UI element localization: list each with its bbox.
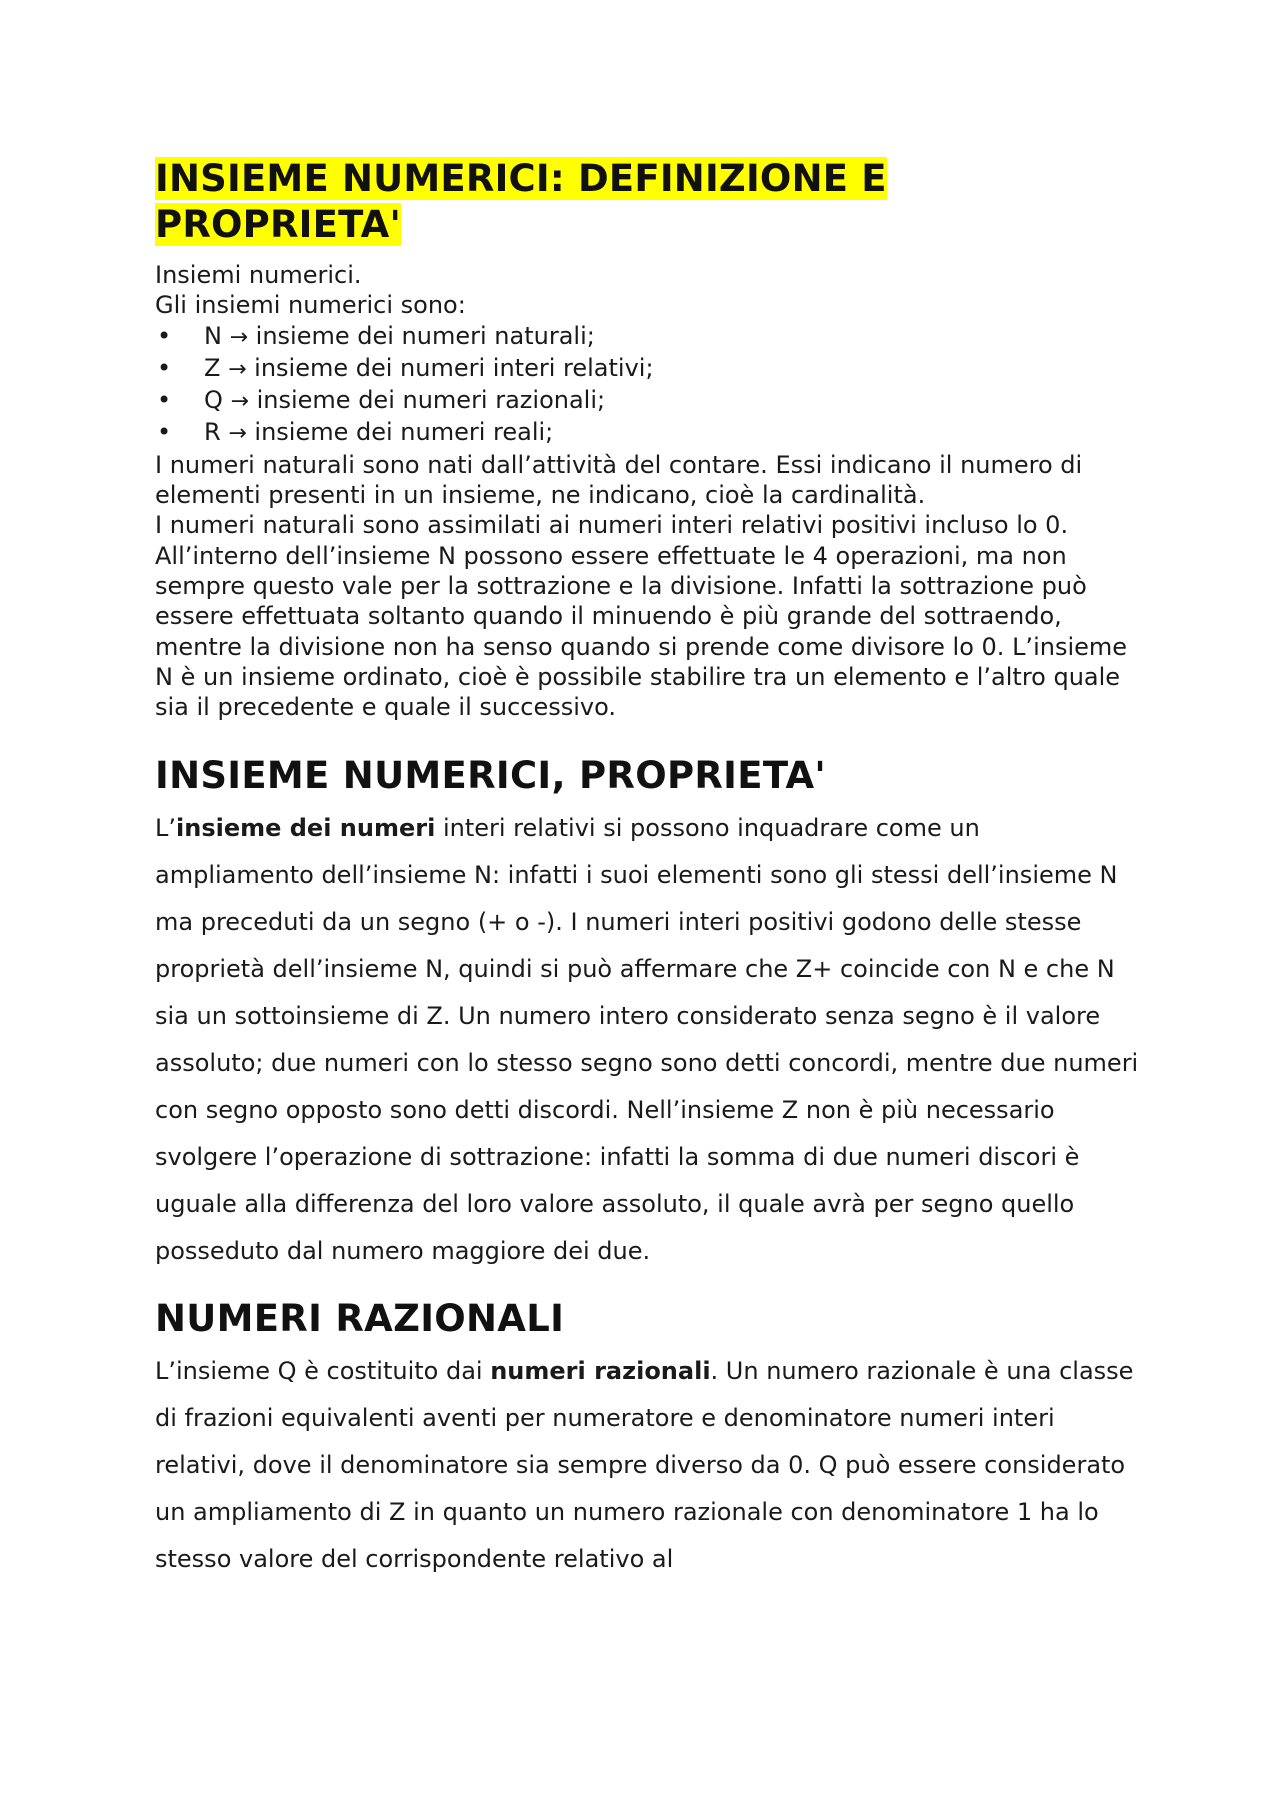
set-symbol: R [204,418,221,447]
bullet: • [157,386,172,415]
paragraph-text: . Un numero razionale è una classe di frazioni equivalenti aventi per numeratore e denominatore numeri interi relativi, dove il denominatore sia sempre diverso da 0. Q può essere considerato un ampliamento di Z in quanto un numero razionale con denominatore 1 ha lo stesso valore del corrispondente relativo al [155,1357,1134,1574]
arrow-right-icon: → [229,324,249,350]
section-paragraph-properties [155,805,1145,1275]
set-description: insieme dei numeri interi relativi; [254,353,654,382]
bullet: • [157,353,172,382]
set-symbol: Z [204,353,221,382]
section-paragraph-rational [155,1348,1145,1583]
bullet: • [157,418,172,447]
intro-paragraph-2: I numeri naturali sono assimilati ai numeri interi relativi positivi incluso lo 0. All’interno dell’insieme N possono essere effettuate le 4 operazioni, ma non sempre questo vale per la sottrazione e la divisione. Infatti la sottrazione può essere effettuata soltanto quando il minuendo è più grande del sottraendo, mentre la divisione non ha senso quando si prende come divisore lo 0. L’insieme N è un insieme ordinato, cioè è possibile stabilire tra un elemento e l’altro quale sia il precedente e quale il successivo. [155,511,1128,722]
intro-paragraph-1: I numeri naturali sono nati dall’attività del contare. Essi indicano il numero di elementi presenti in un insieme, ne indicano, cioè la cardinalità. [155,450,1083,510]
bullet: • [157,321,172,350]
intro-heading: Insiemi numerici. [155,261,362,289]
document-title [155,156,1145,248]
list-item [155,417,1145,449]
set-description: insieme dei numeri reali; [254,418,554,447]
set-description: insieme dei numeri naturali; [255,321,595,350]
arrow-right-icon: → [230,389,249,415]
document-page [155,156,1145,1583]
arrow-right-icon: → [228,421,247,447]
arrow-right-icon: → [228,356,247,382]
list-item [155,385,1145,417]
title-highlight: INSIEME NUMERICI: DEFINIZIONE E PROPRIETA' [155,157,887,246]
list-item [155,353,1145,385]
section-heading-properties: INSIEME NUMERICI, PROPRIETA' [155,754,827,798]
list-item [155,321,1145,353]
number-sets-list [155,321,1145,450]
set-symbol: N [204,321,222,350]
set-symbol: Q [204,386,223,415]
paragraph-prefix: L’ [155,814,176,843]
bold-term: insieme dei numeri [176,814,436,843]
set-description: insieme dei numeri razionali; [256,386,606,415]
paragraph-text: interi relativi si possono inquadrare come un ampliamento dell’insieme N: infatti i suoi elementi sono gli stessi dell’insieme N ma preceduti da un segno (+ o -). I numeri interi positivi godono delle stesse proprietà dell’insieme N, quindi si può affermare che Z+ coincide con N e che N sia un sottoinsieme di Z. Un numero intero considerato senza segno è il valore assoluto; due numeri con lo stesso segno sono detti concordi, mentre due numeri con segno opposto sono detti discordi. Nell’insieme Z non è più necessario svolgere l’operazione di sottrazione: infatti la somma di due numeri discori è uguale alla differenza del loro valore assoluto, il quale avrà per segno quello posseduto dal numero maggiore dei due. [155,814,1139,1266]
section-heading-rational: NUMERI RAZIONALI [155,1297,565,1341]
intro-lead: Gli insiemi numerici sono: [155,291,466,320]
bold-term: numeri razionali [490,1357,711,1386]
paragraph-prefix: L’insieme Q è costituito dai [155,1357,491,1386]
intro-block [155,260,1145,722]
